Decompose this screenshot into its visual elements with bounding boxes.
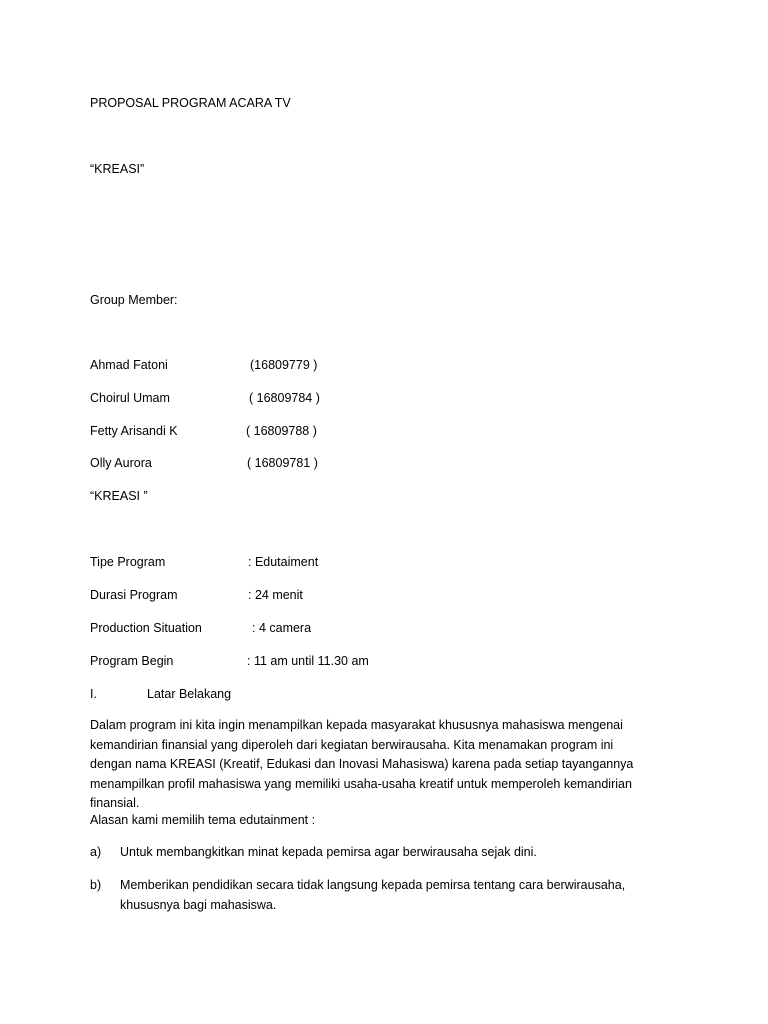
program-name: “KREASI” [90, 162, 145, 176]
member-id: ( 16809788 ) [246, 424, 317, 438]
detail-value: : 11 am until 11.30 am [247, 654, 369, 668]
member-id: ( 16809784 ) [249, 391, 320, 405]
reason-heading: Alasan kami memilih tema edutainment : [90, 813, 316, 827]
detail-label: Program Begin [90, 654, 174, 668]
detail-label: Tipe Program [90, 555, 166, 569]
detail-label: Production Situation [90, 621, 202, 635]
program-name-repeat: “KREASI ” [90, 489, 148, 503]
member-name: Ahmad Fatoni [90, 358, 168, 372]
list-marker: a) [90, 845, 102, 859]
member-id: ( 16809781 ) [247, 456, 318, 470]
member-name: Choirul Umam [90, 391, 170, 405]
list-marker: b) [90, 878, 102, 892]
background-paragraph: Dalam program ini kita ingin menampilkan kepada masyarakat khususnya mahasiswa mengenai kemandirian finansial yang diperoleh dari kegiatan berwirausaha. Kita menamakan program ini dengan nama KREASI (Kreatif, Edukasi dan Inovasi Mahasiswa) karena pada setiap tayangannya menampilkan profil mahasiswa yang memiliki usaha-usaha kreatif untuk memperoleh kemandirian finansial. [90, 718, 634, 811]
section-number: I. [90, 687, 97, 701]
list-text: Untuk membangkitkan minat kepada pemirsa agar berwirausaha sejak dini. [120, 845, 537, 859]
group-member-heading: Group Member: [90, 293, 178, 307]
detail-value: : 24 menit [248, 588, 303, 602]
list-text: Memberikan pendidikan secara tidak langsung kepada pemirsa tentang cara berwirausaha, khususnya bagi mahasiswa. [120, 878, 626, 912]
detail-value: : 4 camera [252, 621, 312, 635]
section-title: Latar Belakang [147, 687, 232, 701]
member-id: (16809779 ) [250, 358, 318, 372]
document-title: PROPOSAL PROGRAM ACARA TV [90, 96, 291, 110]
member-name: Olly Aurora [90, 456, 152, 470]
detail-label: Durasi Program [90, 588, 178, 602]
member-name: Fetty Arisandi K [90, 424, 178, 438]
detail-value: : Edutaiment [248, 555, 319, 569]
